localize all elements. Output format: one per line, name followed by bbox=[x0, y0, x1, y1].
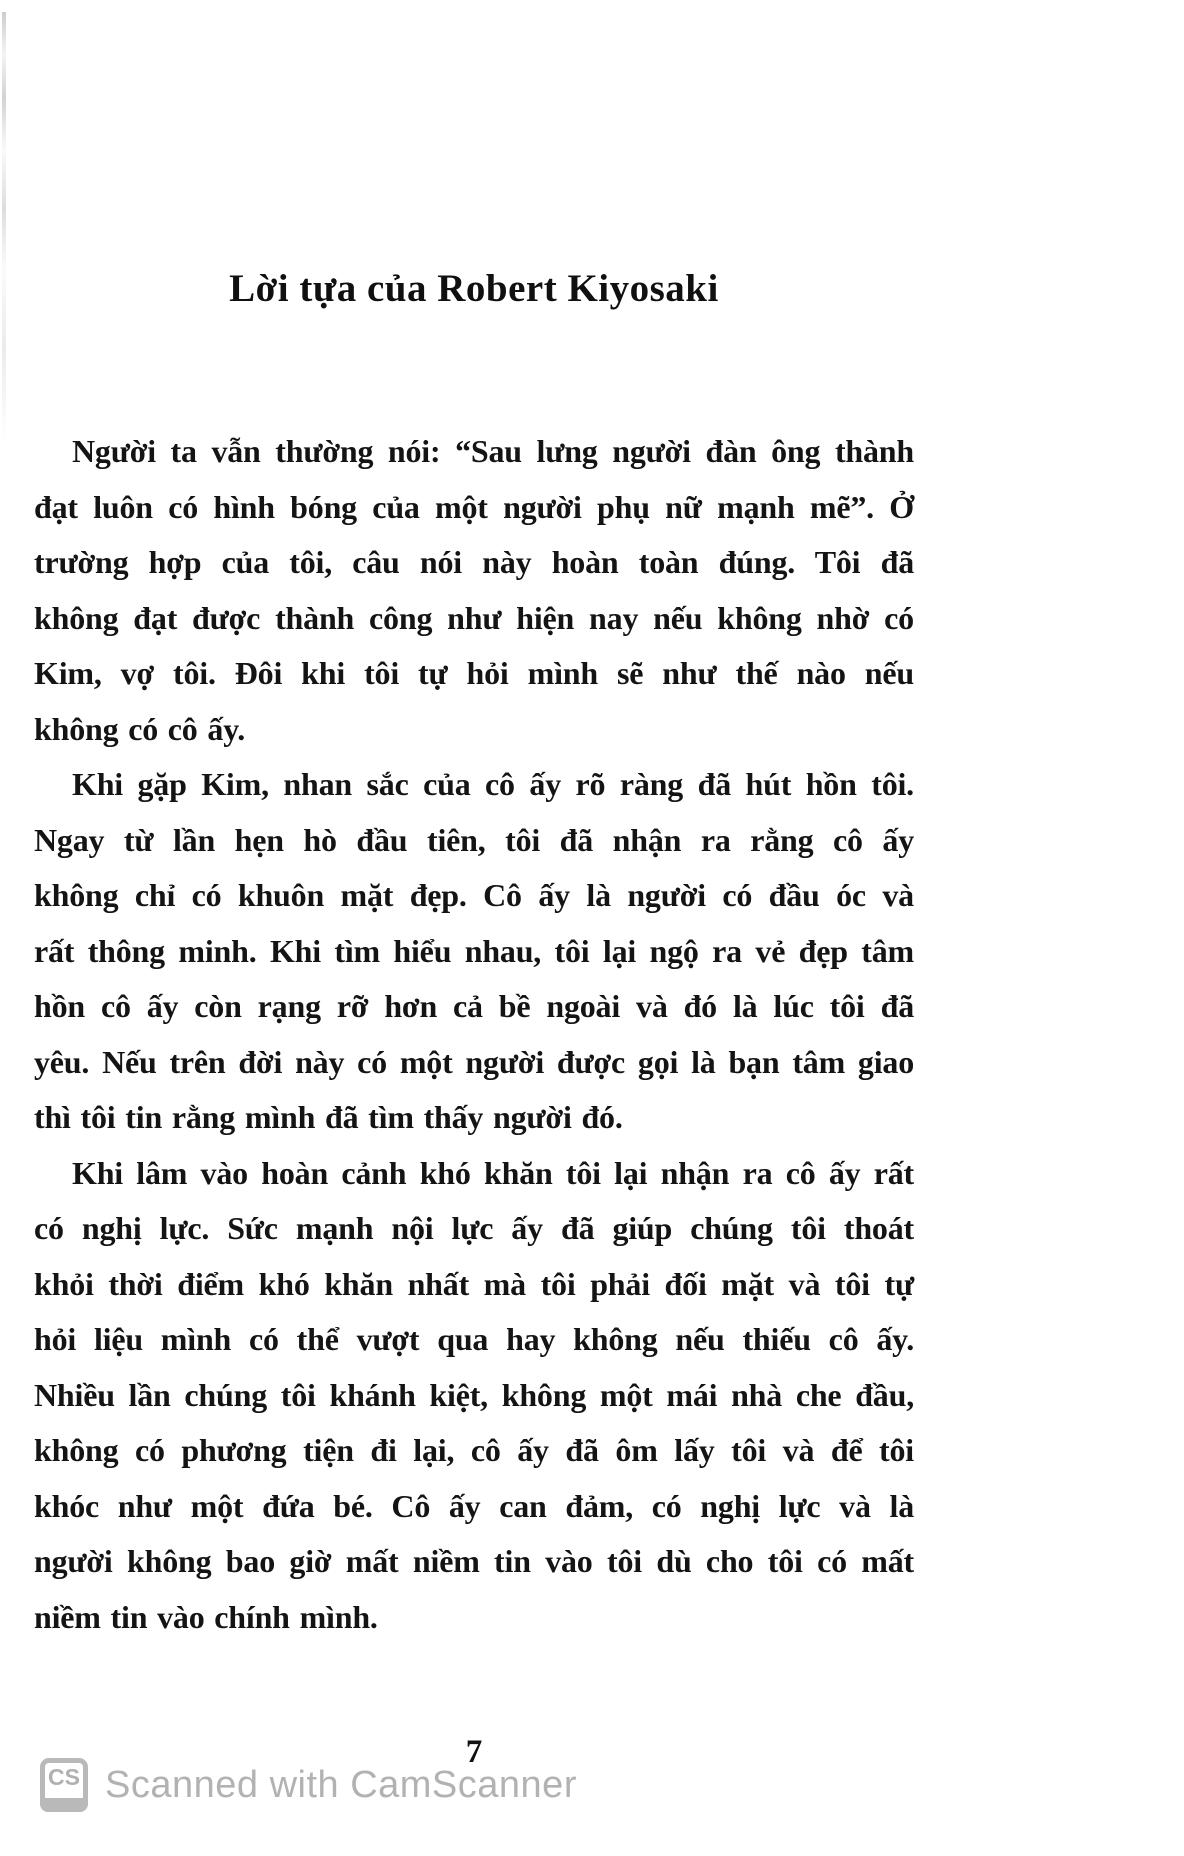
body-line: đạt luôn có hình bóng của một người phụ nữ mạnh mẽ”. Ở bbox=[34, 488, 914, 525]
body-text bbox=[34, 424, 914, 1645]
body-line: Người ta vẫn thường nói: “Sau lưng người đàn ông thành bbox=[72, 433, 914, 469]
body-line: khỏi thời điểm khó khăn nhất mà tôi phải đối mặt và tôi tự bbox=[34, 1265, 914, 1302]
body-line: không chỉ có khuôn mặt đẹp. Cô ấy là người có đầu óc và bbox=[34, 877, 914, 913]
page-title: Lời tựa của Robert Kiyosaki bbox=[229, 267, 719, 310]
scan-artifact-line bbox=[2, 12, 6, 442]
page-number: 7 bbox=[465, 1734, 483, 1770]
body-line: trường hợp của tôi, câu nói này hoàn toàn đúng. Tôi đã bbox=[34, 544, 914, 580]
body-line: không có cô ấy. bbox=[34, 710, 246, 747]
body-line: không có phương tiện đi lại, cô ấy đã ôm lấy tôi và để tôi bbox=[34, 1432, 914, 1468]
body-line: khóc như một đứa bé. Cô ấy can đảm, có nghị lực và là bbox=[34, 1487, 914, 1524]
body-line: người không bao giờ mất niềm tin vào tôi dù cho tôi có mất bbox=[34, 1543, 914, 1579]
watermark-label: Scanned with CamScanner bbox=[105, 1763, 577, 1806]
body-line: hỏi liệu mình có thể vượt qua hay không nếu thiếu cô ấy. bbox=[34, 1321, 914, 1357]
camscanner-logo-icon bbox=[40, 1758, 88, 1812]
body-line: Kim, vợ tôi. Đôi khi tôi tự hỏi mình sẽ như thế nào nếu bbox=[34, 655, 914, 691]
body-line: Ngay từ lần hẹn hò đầu tiên, tôi đã nhận ra rằng cô ấy bbox=[34, 821, 914, 858]
camscanner-watermark bbox=[40, 1758, 577, 1812]
body-line: yêu. Nếu trên đời này có một người được gọi là bạn tâm giao bbox=[34, 1043, 914, 1080]
body-line: rất thông minh. Khi tìm hiểu nhau, tôi lại ngộ ra vẻ đẹp tâm bbox=[34, 932, 914, 969]
body-line: Khi lâm vào hoàn cảnh khó khăn tôi lại nhận ra cô ấy rất bbox=[72, 1154, 914, 1191]
body-line: niềm tin vào chính mình. bbox=[34, 1598, 378, 1635]
body-line: Khi gặp Kim, nhan sắc của cô ấy rõ ràng đã hút hồn tôi. bbox=[72, 766, 914, 802]
body-line: hồn cô ấy còn rạng rỡ hơn cả bề ngoài và đó là lúc tôi đã bbox=[34, 988, 914, 1024]
body-line: có nghị lực. Sức mạnh nội lực ấy đã giúp chúng tôi thoát bbox=[34, 1210, 914, 1246]
camscanner-logo-bar bbox=[40, 1798, 88, 1812]
body-line: Nhiều lần chúng tôi khánh kiệt, không một mái nhà che đầu, bbox=[34, 1376, 914, 1413]
camscanner-logo-text: CS bbox=[48, 1764, 80, 1790]
body-line: không đạt được thành công như hiện nay nếu không nhờ có bbox=[34, 599, 914, 636]
body-line: thì tôi tin rằng mình đã tìm thấy người đó. bbox=[34, 1099, 623, 1135]
